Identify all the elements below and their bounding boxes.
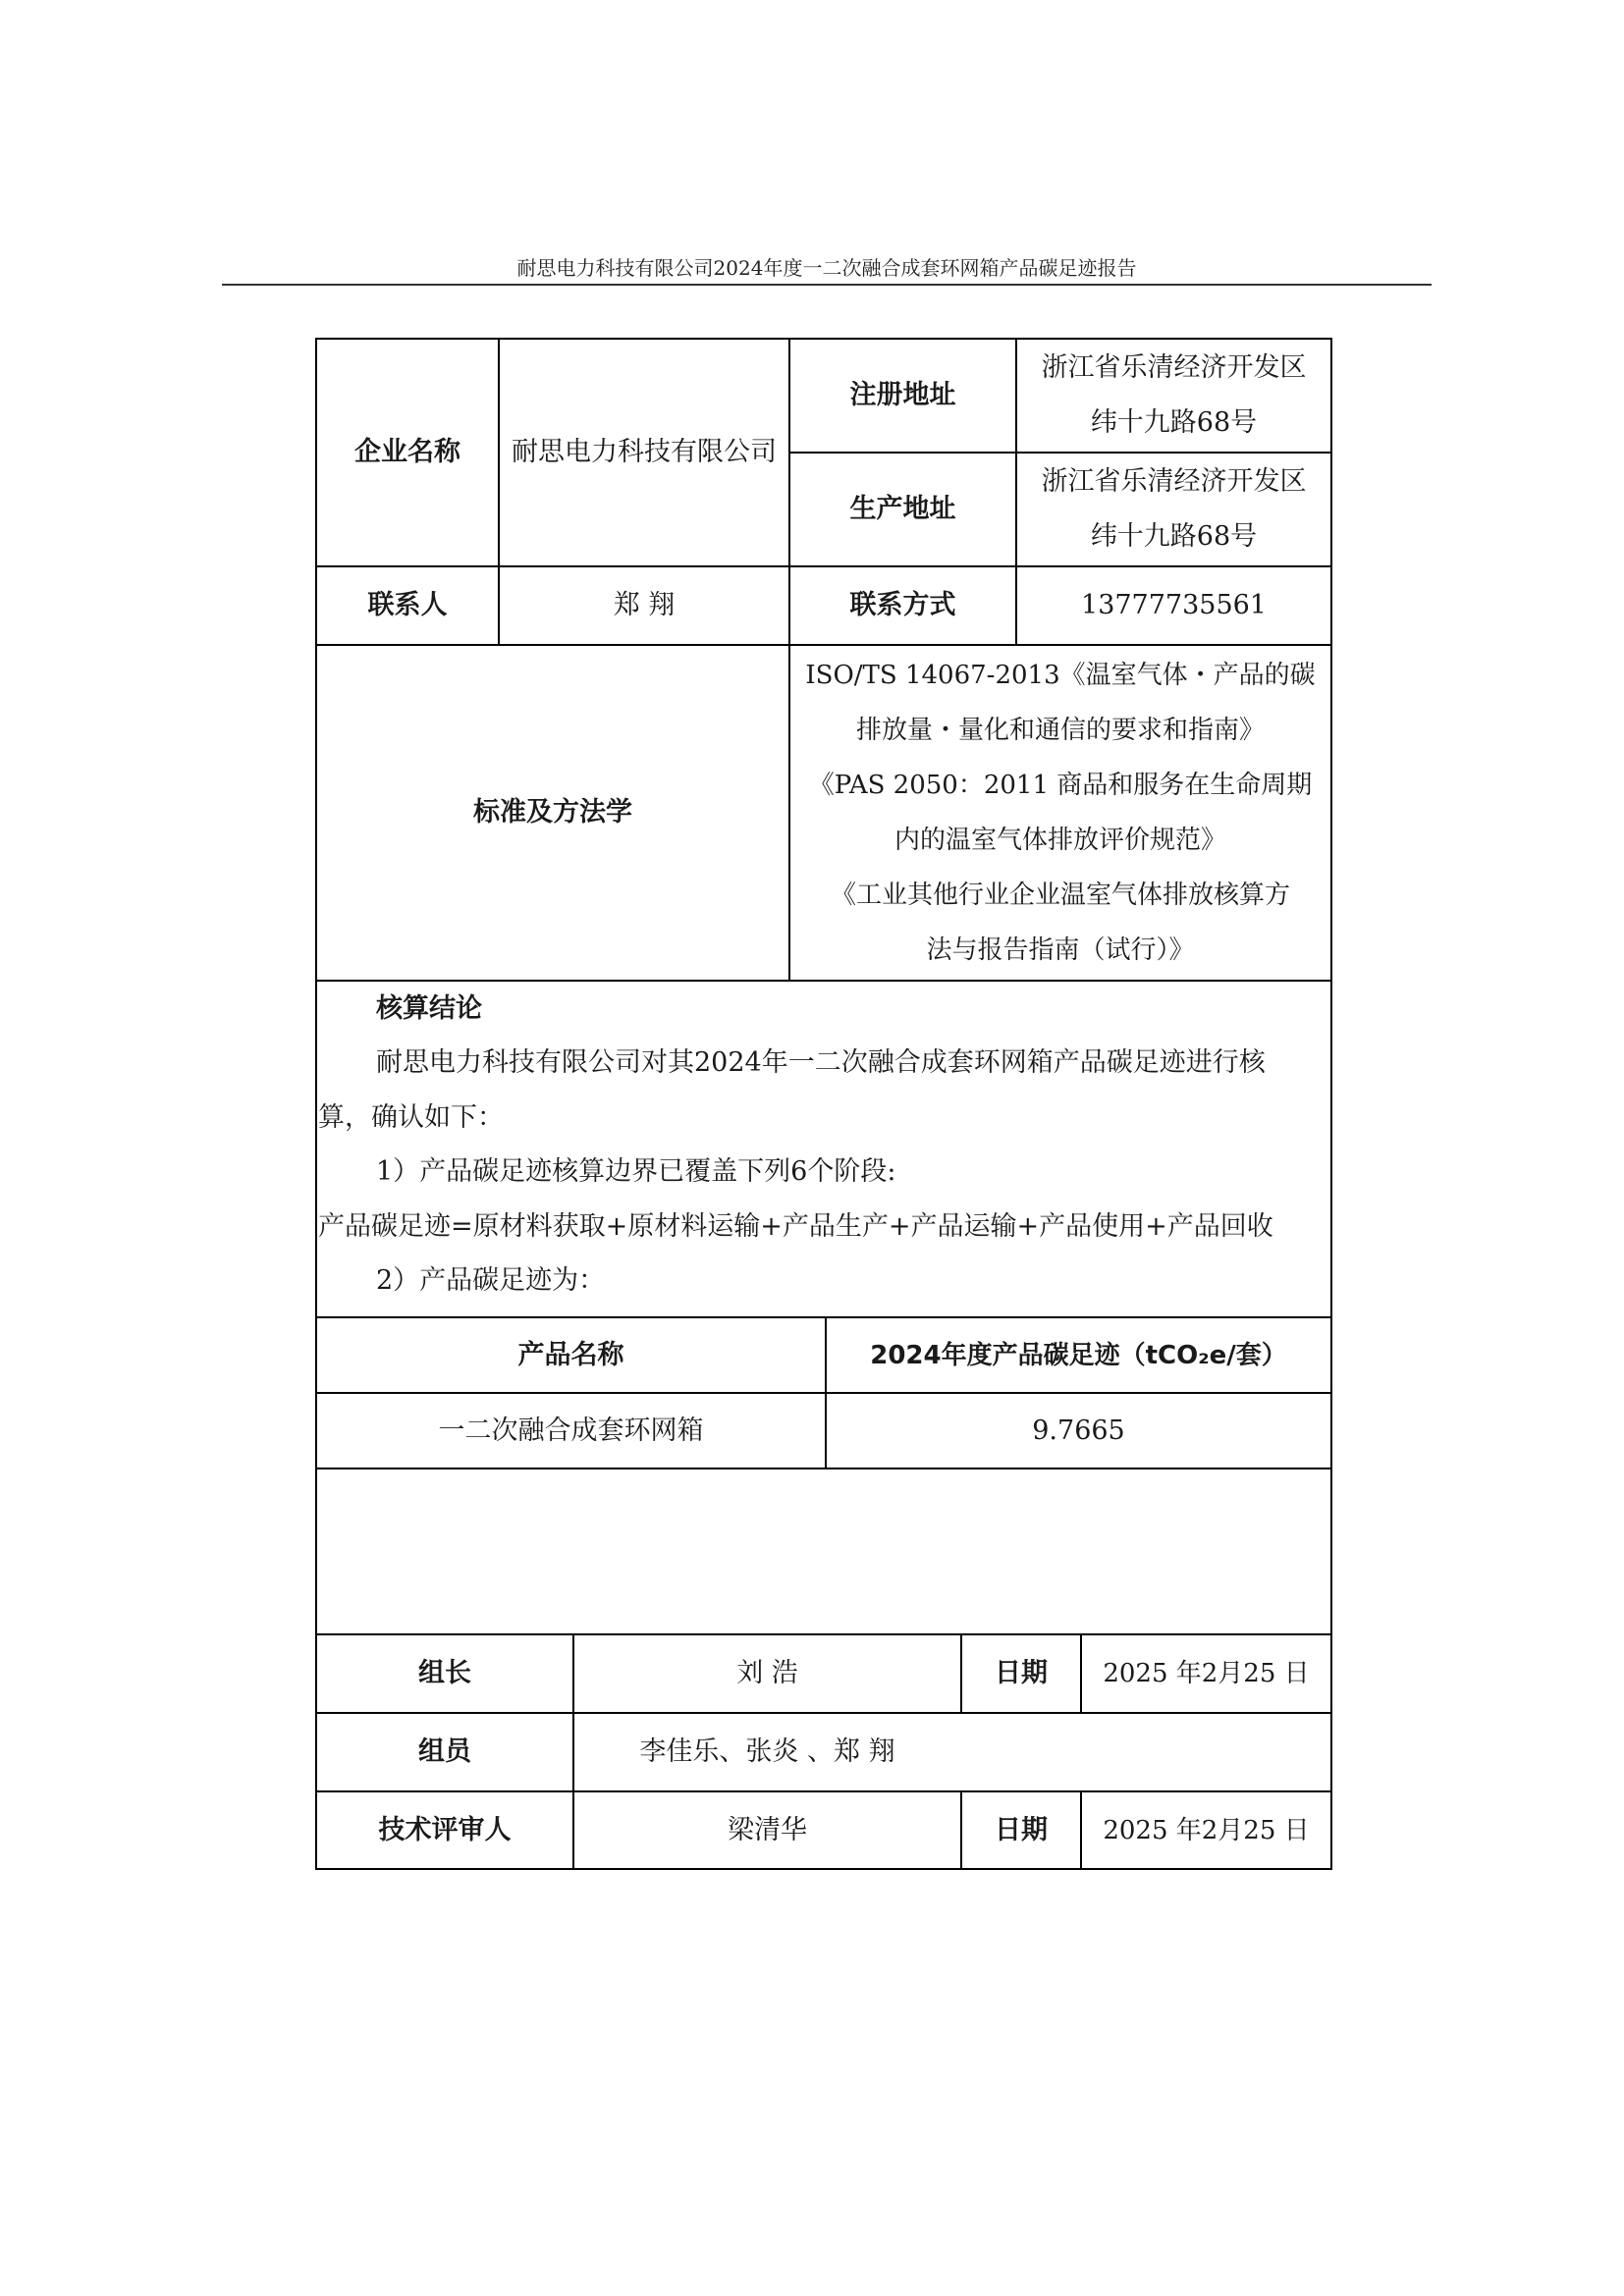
conclusion-item-2: 2）产品碳足迹为： [376,1265,606,1296]
team-members-value: 李佳乐、张炎 、郑 翔 [639,1736,895,1767]
header-rule [222,284,1432,286]
contact-person-label: 联系人 [367,590,448,620]
conclusion-item-1: 1）产品碳足迹核算边界已覆盖下列6个阶段: [376,1156,896,1187]
result-product-name: 一二次融合成套环网箱 [438,1415,704,1446]
technical-reviewer-label: 技术评审人 [378,1814,512,1845]
standards-list [790,646,1330,980]
registered-address-value [1017,340,1330,452]
production-address-line: 浙江省乐清经济开发区 [1041,466,1307,497]
standard-line: 排放量・量化和通信的要求和指南》 [855,716,1265,745]
result-col-header-product: 产品名称 [517,1339,624,1370]
team-leader-label: 组长 [418,1658,471,1688]
contact-person-value: 郑 翔 [613,590,676,620]
leader-date-label: 日期 [995,1658,1048,1688]
registered-address-line: 浙江省乐清经济开发区 [1041,352,1307,383]
production-address-value [1017,454,1330,565]
conclusion-title: 核算结论 [376,993,482,1024]
page-header-title: 耐思电力科技有限公司2024年度一二次融合成套环网箱产品碳足迹报告 [516,256,1137,280]
company-name-value: 耐思电力科技有限公司 [512,437,777,467]
standard-line: 内的温室气体排放评价规范》 [893,826,1226,855]
reviewer-date-label: 日期 [995,1814,1048,1845]
conclusion-paragraph-line: 耐思电力科技有限公司对其2024年一二次融合成套环网箱产品碳足迹进行核 [376,1047,1266,1078]
result-col-header-footprint: 2024年度产品碳足迹（tCO₂e/套） [870,1340,1287,1370]
standard-line: 《工业其他行业企业温室气体排放核算方 [830,881,1290,910]
company-name-label: 企业名称 [354,437,460,467]
conclusion-formula: 产品碳足迹=原材料获取+原材料运输+产品生产+产品运输+产品使用+产品回收 [318,1211,1273,1242]
registered-address-label: 注册地址 [849,380,956,410]
technical-reviewer-value: 梁清华 [728,1814,807,1845]
conclusion-paragraph-line: 算，确认如下： [318,1102,504,1133]
standards-label: 标准及方法学 [473,797,632,828]
team-members-label: 组员 [418,1736,471,1767]
production-address-line: 纬十九路68号 [1090,521,1258,552]
contact-phone-value: 13777735561 [1081,590,1267,620]
contact-phone-label: 联系方式 [849,590,956,620]
standard-line: 《PAS 2050：2011 商品和服务在生命周期 [808,771,1313,800]
standard-line: ISO/TS 14067-2013《温室气体・产品的碳 [805,661,1316,690]
team-leader-value: 刘 浩 [736,1658,798,1688]
standard-line: 法与报告指南（试行）》 [926,935,1195,965]
leader-date-value: 2025 年2月25 日 [1103,1659,1310,1688]
reviewer-date-value: 2025 年2月25 日 [1103,1815,1310,1845]
registered-address-line: 纬十九路68号 [1090,407,1258,438]
result-footprint-value: 9.7665 [1032,1415,1125,1446]
row-divider [315,1468,1332,1469]
production-address-label: 生产地址 [849,494,956,524]
